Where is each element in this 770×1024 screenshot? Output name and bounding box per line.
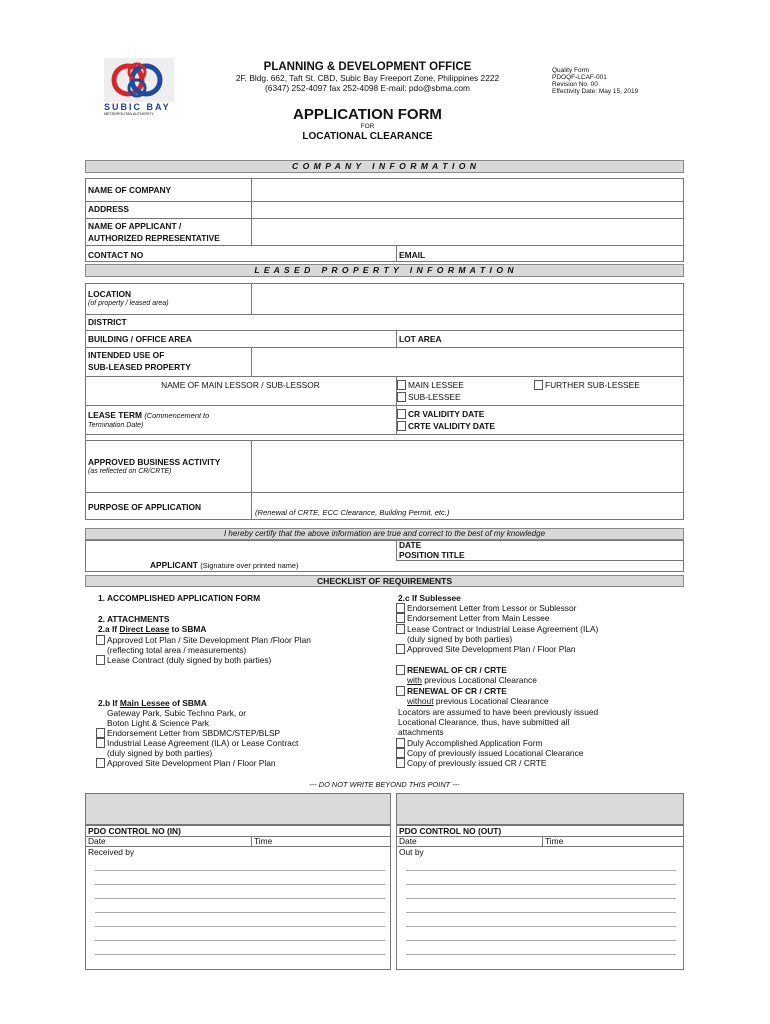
lease-term-note-1: (Commencement to bbox=[144, 411, 210, 420]
label-business: APPROVED BUSINESS ACTIVITY bbox=[88, 457, 221, 467]
label-cr-validity: CR VALIDITY DATE bbox=[408, 409, 485, 419]
final-line-1: Duly Accomplished Application Form bbox=[407, 738, 543, 748]
2b-endorse-checkbox[interactable] bbox=[96, 728, 105, 738]
label-contact-no: CONTACT NO bbox=[88, 250, 144, 260]
pdo-in-time: Time bbox=[254, 836, 273, 846]
checklist-2a bbox=[98, 624, 206, 634]
2c-cb-4[interactable] bbox=[396, 644, 405, 654]
2a-line-3: Lease Contract (duly signed by both parties) bbox=[107, 655, 272, 665]
label-purpose: PURPOSE OF APPLICATION bbox=[88, 502, 202, 512]
label-address: ADDRESS bbox=[88, 204, 129, 214]
locators-line-2: Locational Clearance, thus, have submitted all bbox=[398, 717, 570, 727]
label-lease-term bbox=[88, 410, 209, 421]
further-sublessee-checkbox[interactable] bbox=[534, 380, 543, 390]
label-lot-area: LOT AREA bbox=[399, 334, 442, 344]
form-title: APPLICATION FORM bbox=[293, 106, 442, 123]
2c-line-5: Approved Site Development Plan / Floor Plan bbox=[407, 644, 576, 654]
label-lessor: NAME OF MAIN LESSOR / SUB-LESSOR bbox=[161, 380, 320, 390]
2a-line-2: (reflecting total area / measurements) bbox=[107, 645, 247, 655]
2a-lease-checkbox[interactable] bbox=[96, 655, 105, 665]
label-applicant-1: NAME OF APPLICANT / bbox=[88, 221, 182, 231]
checklist-heading: CHECKLIST OF REQUIREMENTS bbox=[85, 575, 684, 587]
office-address: 2F, Bldg. 662, Taft St. CBD, Subic Bay Freeport Zone, Philippines 2222 bbox=[235, 73, 500, 83]
form-subtitle: LOCATIONAL CLEARANCE bbox=[302, 131, 433, 142]
renew-without-checkbox[interactable] bbox=[396, 686, 405, 696]
2a-post: to SBMA bbox=[169, 624, 207, 634]
2a-underline: Direct Lease bbox=[119, 624, 170, 634]
form-meta-4: Effectivity Date: May 15, 2019 bbox=[552, 88, 639, 95]
certify-band: I hereby certify that the above information are true and correct to the best of my knowledge bbox=[85, 528, 684, 540]
2b-ila-checkbox[interactable] bbox=[96, 738, 105, 748]
label-applicant-signature bbox=[150, 560, 298, 571]
final-line-3: Copy of previously issued CR / CRTE bbox=[407, 758, 547, 768]
crte-validity-checkbox[interactable] bbox=[397, 421, 406, 431]
form-meta-2: PDOQF-LCAF-001 bbox=[552, 74, 607, 81]
location-input[interactable] bbox=[252, 284, 683, 313]
company-name-input[interactable] bbox=[252, 179, 683, 200]
label-date: DATE bbox=[399, 540, 422, 550]
form-for: FOR bbox=[360, 123, 375, 130]
label-applicant-2: AUTHORIZED REPRESENTATIVE bbox=[88, 233, 220, 243]
checklist-2c: 2.c If Sublessee bbox=[398, 593, 461, 603]
locators-line-3: attachments bbox=[398, 727, 444, 737]
renew-without-note bbox=[407, 696, 549, 706]
label-sub-lessee: SUB-LESSEE bbox=[408, 392, 461, 402]
address-input[interactable] bbox=[252, 202, 683, 217]
sub-lessee-checkbox[interactable] bbox=[397, 392, 406, 402]
2b-line-5: (duly signed by both parties) bbox=[107, 748, 213, 758]
checklist-item-1: 1. ACCOMPLISHED APPLICATION FORM bbox=[98, 593, 261, 603]
label-intended-1: INTENDED USE OF bbox=[88, 350, 165, 360]
2a-lotplan-checkbox[interactable] bbox=[96, 635, 105, 645]
label-crte-validity: CRTE VALIDITY DATE bbox=[408, 421, 496, 431]
label-building: BUILDING / OFFICE AREA bbox=[88, 334, 192, 344]
2b-line-4: Industrial Lease Agreement (ILA) or Lease Contract bbox=[107, 738, 299, 748]
pdo-out-shade bbox=[396, 793, 684, 825]
label-further-sublessee: FURTHER SUB-LESSEE bbox=[545, 380, 640, 390]
2c-cb-1[interactable] bbox=[396, 603, 405, 613]
pdo-out-date: Date bbox=[399, 836, 417, 846]
office-contact: (6347) 252-4097 fax 252-4098 E-mail: pdo@sbma.com bbox=[265, 83, 470, 93]
lease-term-note-2: Termination Date) bbox=[88, 422, 144, 429]
pdo-in-date: Date bbox=[88, 836, 106, 846]
leased-heading: L E A S E D P R O P E R T Y I N F O R M A T I O N bbox=[85, 264, 684, 277]
2b-line-2: Boton Light & Science Park bbox=[107, 718, 209, 728]
2b-post: of SBMA bbox=[169, 698, 207, 708]
renew-with-note bbox=[407, 675, 537, 685]
2b-underline: Main Lessee bbox=[119, 698, 170, 708]
pdo-out-by: Out by bbox=[399, 847, 424, 857]
renew-with-post: previous Locational Clearance bbox=[421, 675, 537, 685]
cr-validity-checkbox[interactable] bbox=[397, 409, 406, 419]
business-input[interactable] bbox=[252, 441, 683, 491]
pdo-in-received: Received by bbox=[88, 847, 135, 857]
renew-with-checkbox[interactable] bbox=[396, 665, 405, 675]
checklist-item-2: 2. ATTACHMENTS bbox=[98, 614, 170, 624]
label-intended-2: SUB-LEASED PROPERTY bbox=[88, 362, 191, 372]
renew-with-title: RENEWAL OF CR / CRTE bbox=[407, 665, 507, 675]
applicant-input[interactable] bbox=[252, 219, 683, 244]
2c-line-3: Lease Contract or Industrial Lease Agreement (ILA) bbox=[407, 624, 599, 634]
label-location: LOCATION bbox=[88, 289, 132, 299]
2c-cb-2[interactable] bbox=[396, 613, 405, 623]
pdo-in-shade bbox=[85, 793, 391, 825]
company-heading: C O M P A N Y I N F O R M A T I O N bbox=[85, 160, 684, 173]
final-cb-1[interactable] bbox=[396, 738, 405, 748]
main-lessee-checkbox[interactable] bbox=[397, 380, 406, 390]
pdo-control-out: PDO CONTROL NO (OUT) bbox=[399, 826, 502, 836]
logo-sub: METROPOLITAN AUTHORITY bbox=[104, 112, 154, 116]
renew-with-underline: with bbox=[407, 675, 422, 685]
2b-line-1: Gateway Park, Subic Techno Park, or bbox=[107, 708, 247, 718]
2c-line-4: (duly signed by both parties) bbox=[407, 634, 513, 644]
applicant-note: (Signature over printed name) bbox=[200, 561, 299, 570]
2b-pre: 2.b If bbox=[98, 698, 120, 708]
lease-term-text: LEASE TERM bbox=[88, 410, 142, 420]
checklist-2b bbox=[98, 698, 207, 708]
pdo-out-time: Time bbox=[545, 836, 564, 846]
locators-line-1: Locators are assumed to have been previously issued bbox=[398, 707, 599, 717]
office-name: PLANNING & DEVELOPMENT OFFICE bbox=[263, 61, 472, 73]
form-meta-1: Quality Form bbox=[552, 67, 590, 74]
applicant-text: APPLICANT bbox=[150, 560, 198, 570]
2a-line-1: Approved Lot Plan / Site Development Plan /Floor Plan bbox=[107, 635, 311, 645]
purpose-note: (Renewal of CRTE, ECC Clearance, Building Permit, etc.) bbox=[255, 508, 450, 517]
label-company-name: NAME OF COMPANY bbox=[88, 185, 172, 195]
intended-use-input[interactable] bbox=[252, 348, 683, 375]
2b-line-6: Approved Site Development Plan / Floor Plan bbox=[107, 758, 276, 768]
2c-line-2: Endorsement Letter from Main Lessee bbox=[407, 613, 550, 623]
label-main-lessee: MAIN LESSEE bbox=[408, 380, 464, 390]
2b-line-3: Endorsement Letter from SBDMC/STEP/BLSP bbox=[107, 728, 281, 738]
pdo-control-in: PDO CONTROL NO (IN) bbox=[88, 826, 181, 836]
2b-sitedev-checkbox[interactable] bbox=[96, 758, 105, 768]
2c-line-1: Endorsement Letter from Lessor or Sublessor bbox=[407, 603, 577, 613]
renew-without-underline: without bbox=[407, 696, 434, 706]
label-position: POSITION TITLE bbox=[399, 550, 465, 560]
form-meta-3: Revision No. 00 bbox=[552, 81, 598, 88]
label-email: EMAIL bbox=[399, 250, 426, 260]
label-district: DISTRICT bbox=[88, 317, 127, 327]
2a-pre: 2.a If bbox=[98, 624, 120, 634]
logo-name: SUBIC BAY bbox=[104, 102, 171, 112]
final-cb-2[interactable] bbox=[396, 748, 405, 758]
renew-without-title: RENEWAL OF CR / CRTE bbox=[407, 686, 507, 696]
do-not-write-note: --- DO NOT WRITE BEYOND THIS POINT --- bbox=[309, 780, 460, 789]
renew-without-post: previous Locational Clearance bbox=[433, 696, 549, 706]
location-note: (of property / leased area) bbox=[88, 300, 169, 307]
2c-cb-3[interactable] bbox=[396, 624, 405, 634]
final-line-2: Copy of previously issued Locational Clearance bbox=[407, 748, 584, 758]
final-cb-3[interactable] bbox=[396, 758, 405, 768]
sbma-logo bbox=[100, 58, 180, 120]
business-note: (as reflected on CR/CRTE) bbox=[88, 468, 172, 475]
